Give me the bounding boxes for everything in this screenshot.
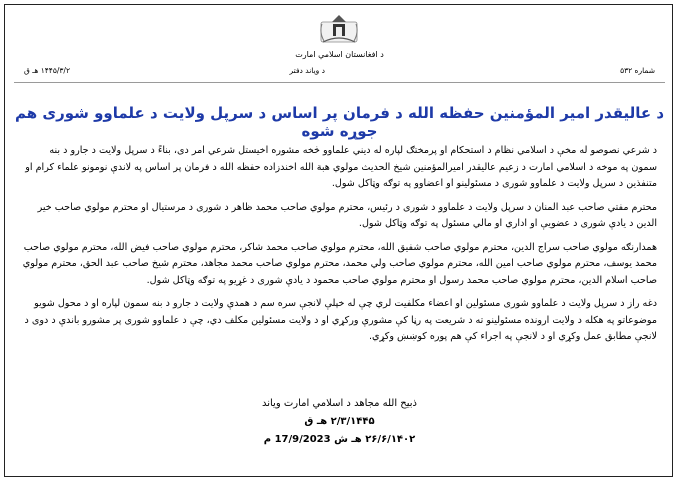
office-name: د ویاند دفتر [289, 66, 325, 75]
signature-name: ذبیح الله مجاهد د اسلامي امارت ویاند [261, 398, 418, 409]
reference-row [24, 66, 655, 78]
document-title: د عالیقدر امیر المؤمنین حفظه الله د فرمان پر اساس د سرپل ولایت د علماوو شورى هم جوړه شوه [14, 104, 665, 140]
paragraph-members: همدارنګه مولوي صاحب سراج الدین، محترم مولوي صاحب شفیق الله، محترم مولوي صاحب محمد شاکر، محترم مولوي صاحب فیض الله، محترم مولوي صاحب محمد یوسف، محترم مولوي صاحب امین الله، محترم مولوي صاحب ولي محمد، محترم مولوي صاحب محمد مجاهد، محترم شیخ صاحب عبد الحق، محترم مولوي صاحب اسلام الدین، محترم مولوي صاحب محمد رسول او محترم مولوي صاحب محمود د یادې شورى د غړیو په توګه وټاکل شول. [22, 241, 657, 286]
document-date: ۱۴۴۵/۳/۲ هـ ق [24, 66, 70, 75]
document-body [22, 143, 657, 353]
signature-date-lunar: ۲/۳/۱۴۴۵ هـ ق [304, 416, 375, 427]
paragraph-intro: د شرعي نصوصو له مخې د اسلامي نظام د استحکام او پرمختګ لپاره له دیني علماوو څخه مشوره اخیستل شرعي امر دی، بناءً د سرپل ولایت د جارو د بنه سمون په موخه د اسلامي امارت د زعیم عالیقدر امیرالمؤمنین شیخ الحدیث مولوي هبة الله اخندزاده حفظه الله د فرمان پر اساس په لاندې نومونو علماء کرام او متنفذین د سرپل ولایت د علماوو شورى د مسئولینو او اعضاوو په توګه وټاکل شول. [25, 145, 657, 189]
issuer-name: د افغانستان اسلامي امارت [295, 50, 384, 59]
afghanistan-emblem-icon [318, 12, 360, 46]
signature-date-gregorian: 17/9/2023 م [263, 434, 331, 445]
signature-date-solar: ۲۶/۶/۱۴۰۲ هـ ش [334, 434, 416, 445]
signature-date-combined [0, 431, 679, 449]
header-divider [14, 82, 665, 83]
paragraph-duties: دغه راز د سرپل ولایت د علماوو شورى مسئولین او اعضاء مکلفیت لري چې له خپلې لانجې سره سم د همدې ولایت د جارو د بنه سمون لپاره او د محول شویو موضوعاتو په هکله د ولایت ارونده مسئولینو ته د شریعت په رڼا کې مشورې ورکړي او د ولایت مسئولین مکلف دي، چې د علماوو شورى پر مشورو باندې د دوى د لانجې مطابق عمل وکړي او د لانجې په اجراء کې هم پوره کوښښ وکړي. [24, 298, 657, 342]
paragraph-leadership: محترم مفتي صاحب عبد المنان د سرپل ولایت د علماوو د شورى د رئیس، محترم مولوي صاحب محمد ظاهر د شورى د مرستیال او محترم مولوي صاحب خیر الدین د یادې شورى د عضویې او اداري او مالي مسئول په توګه وټاکل شول. [37, 201, 657, 229]
signature-block [0, 395, 679, 449]
reference-number: شماره ۵۳۲ [620, 66, 655, 75]
